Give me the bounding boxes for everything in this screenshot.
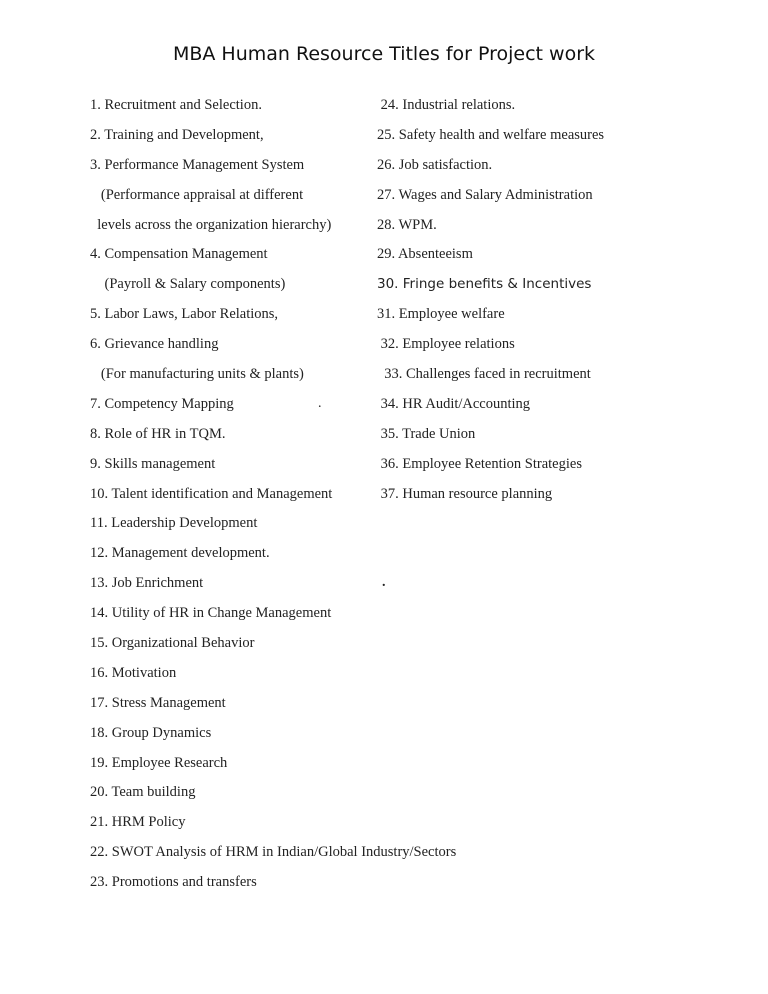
stray-dot: . (382, 575, 386, 590)
list-item: 34. HR Audit/Accounting (377, 395, 531, 412)
titles-list-right (377, 95, 604, 513)
list-item: 9. Skills management (90, 455, 216, 472)
list-item: 17. Stress Management (90, 694, 226, 711)
list-item: 14. Utility of HR in Change Management (90, 605, 332, 622)
list-item: 4. Compensation Management (90, 246, 268, 263)
list-item: 2. Training and Development, (90, 126, 264, 143)
list-item: 29. Absenteeism (377, 246, 473, 263)
list-item: 27. Wages and Salary Administration (377, 186, 593, 203)
stray-dot: . (318, 396, 322, 411)
list-item: 32. Employee relations (377, 336, 515, 353)
list-item: 15. Organizational Behavior (90, 635, 255, 652)
list-item: 33. Challenges faced in recruitment (377, 366, 591, 383)
list-item: 20. Team building (90, 784, 196, 801)
list-item: 12. Management development. (90, 545, 270, 562)
list-item: 30. Fringe benefits & Incentives (377, 276, 592, 293)
list-item: 8. Role of HR in TQM. (90, 425, 226, 442)
list-item: 37. Human resource planning (377, 485, 553, 502)
page-title: MBA Human Resource Titles for Project work (172, 43, 596, 65)
list-item: 31. Employee welfare (377, 306, 505, 323)
list-item: 22. SWOT Analysis of HRM in Indian/Global Industry/Sectors (90, 844, 457, 861)
list-item: 28. WPM. (377, 216, 437, 233)
list-item: 18. Group Dynamics (90, 724, 212, 741)
list-item: 36. Employee Retention Strategies (377, 455, 582, 472)
list-item-continuation: levels across the organization hierarchy) (90, 216, 332, 233)
list-item: 7. Competency Mapping (90, 395, 234, 412)
list-item: 3. Performance Management System (90, 156, 305, 173)
list-item-continuation: (Payroll & Salary components) (90, 276, 286, 293)
list-item-continuation: (Performance appraisal at different (90, 186, 304, 203)
list-item: 13. Job Enrichment (90, 575, 204, 592)
list-item: 10. Talent identification and Management (90, 485, 333, 502)
list-item: 26. Job satisfaction. (377, 156, 493, 173)
list-item: 25. Safety health and welfare measures (377, 126, 605, 143)
list-item: 1. Recruitment and Selection. (90, 97, 262, 113)
list-item: 16. Motivation (90, 664, 177, 681)
list-item: 23. Promotions and transfers (90, 874, 257, 891)
list-item: 5. Labor Laws, Labor Relations, (90, 306, 279, 323)
list-item: 19. Employee Research (90, 754, 228, 771)
list-item: 21. HRM Policy (90, 814, 186, 831)
list-item: 24. Industrial relations. (377, 97, 516, 113)
list-item: 11. Leadership Development (90, 515, 258, 532)
list-item: 35. Trade Union (377, 425, 476, 442)
list-item: 6. Grievance handling (90, 336, 219, 353)
list-item-continuation: (For manufacturing units & plants) (90, 366, 304, 383)
